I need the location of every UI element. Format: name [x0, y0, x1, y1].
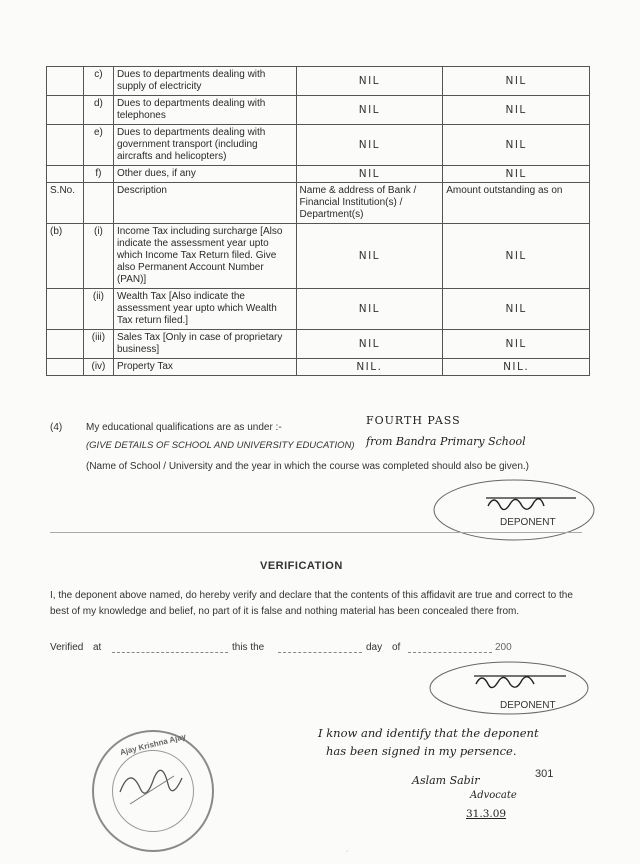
group-cell	[47, 96, 84, 125]
item-description: Dues to departments dealing with government transport (including aircrafts and helicopters)	[113, 125, 296, 166]
attestation-signer: Aslam Sabir	[412, 774, 480, 787]
item-number: f)	[83, 166, 113, 183]
notary-signature-scribble	[114, 762, 192, 812]
group-cell	[47, 330, 84, 359]
bank-value: NIL	[296, 166, 443, 183]
verified-day: day	[366, 642, 383, 653]
item-number: (iii)	[83, 330, 113, 359]
table-row	[47, 166, 590, 183]
attestation-title: Advocate	[470, 790, 517, 801]
qualification-handwritten-1: FOURTH PASS	[366, 414, 461, 427]
page-bottom-mark: ˙	[346, 850, 350, 861]
item-description: Income Tax including surcharge [Also indicate the assessment year upto which Income Tax Return filed. Give also Permanent Account Number (PAN)]	[113, 224, 296, 289]
item-number: (iv)	[83, 359, 113, 376]
amount-value: NIL	[443, 67, 590, 96]
bank-value: NIL	[296, 289, 443, 330]
amount-value: NIL	[443, 96, 590, 125]
item-number: (ii)	[83, 289, 113, 330]
table-row	[47, 96, 590, 125]
verified-this-the: this the	[232, 642, 265, 653]
verified-place-blank	[112, 652, 228, 653]
item-number: (i)	[83, 224, 113, 289]
verified-label: Verified	[50, 642, 84, 653]
verification-title: VERIFICATION	[260, 560, 343, 572]
group-cell: (b)	[47, 224, 84, 289]
item-description: Property Tax	[113, 359, 296, 376]
item-description: Dues to departments dealing with supply of electricity	[113, 67, 296, 96]
verified-year: 200	[495, 642, 512, 653]
amount-value: NIL	[443, 224, 590, 289]
section-4-note: (Name of School / University and the year in which the course was completed should also be given.)	[86, 461, 530, 472]
bank-value: NIL	[296, 96, 443, 125]
group-cell	[47, 166, 84, 183]
table-row	[47, 67, 590, 96]
bank-value: NIL	[296, 330, 443, 359]
group-cell	[47, 67, 84, 96]
attestation-line-1: I know and identify that the deponent	[318, 726, 539, 740]
item-description: Other dues, if any	[113, 166, 296, 183]
group-cell	[47, 125, 84, 166]
verified-month-blank	[408, 652, 492, 653]
table-row	[47, 330, 590, 359]
group-cell	[47, 289, 84, 330]
table-row	[47, 359, 590, 376]
section-4-text: My educational qualifications are as under :-	[86, 422, 282, 433]
deponent-label-1: DEPONENT	[500, 517, 556, 528]
section-4-number: (4)	[50, 422, 63, 433]
item-description: Sales Tax [Only in case of proprietary business]	[113, 330, 296, 359]
amount-value: NIL.	[443, 359, 590, 376]
attestation-line-2: has been signed in my persence.	[326, 744, 517, 758]
verified-of: of	[392, 642, 401, 653]
amount-value: NIL	[443, 330, 590, 359]
notary-stamp-text: Ajay Krishna Ajay	[119, 731, 187, 758]
bank-value: NIL	[296, 125, 443, 166]
deponent-seal-oval-1	[430, 476, 598, 544]
item-number: c)	[83, 67, 113, 96]
bank-value: NIL	[296, 224, 443, 289]
header-sno: S.No.	[47, 183, 84, 224]
amount-value: NIL	[443, 125, 590, 166]
item-description: Dues to departments dealing with telephones	[113, 96, 296, 125]
amount-value: NIL	[443, 166, 590, 183]
group-cell	[47, 359, 84, 376]
item-number: e)	[83, 125, 113, 166]
bank-value: NIL.	[296, 359, 443, 376]
bank-value: NIL	[296, 67, 443, 96]
item-description: Wealth Tax [Also indicate the assessment year upto which Wealth Tax return filed.]	[113, 289, 296, 330]
deponent-label-2: DEPONENT	[500, 700, 556, 711]
table-header-row	[47, 183, 590, 224]
table-row	[47, 125, 590, 166]
item-number: d)	[83, 96, 113, 125]
verified-at: at	[93, 642, 102, 653]
verification-body: I, the deponent above named, do hereby verify and declare that the contents of this affidavit are true and correct to the best of my knowledge and belief, no part of it is false and nothing material has been concealed there from.	[50, 590, 573, 617]
assets-liabilities-table	[46, 66, 590, 376]
amount-value: NIL	[443, 289, 590, 330]
verified-date-blank	[278, 652, 362, 653]
header-amount: Amount outstanding as on	[443, 183, 590, 224]
attestation-date: 31.3.09	[466, 808, 507, 820]
table-row	[47, 224, 590, 289]
divider-1	[50, 532, 582, 533]
section-4-instruction: (GIVE DETAILS OF SCHOOL AND UNIVERSITY EDUCATION)	[86, 440, 355, 451]
qualification-handwritten-2: from Bandra Primary School	[366, 435, 526, 448]
header-description: Description	[113, 183, 296, 224]
table-row	[47, 289, 590, 330]
attestation-number: 301	[535, 768, 554, 780]
header-bank: Name & address of Bank / Financial Institution(s) / Department(s)	[296, 183, 443, 224]
notary-stamp	[92, 730, 214, 852]
